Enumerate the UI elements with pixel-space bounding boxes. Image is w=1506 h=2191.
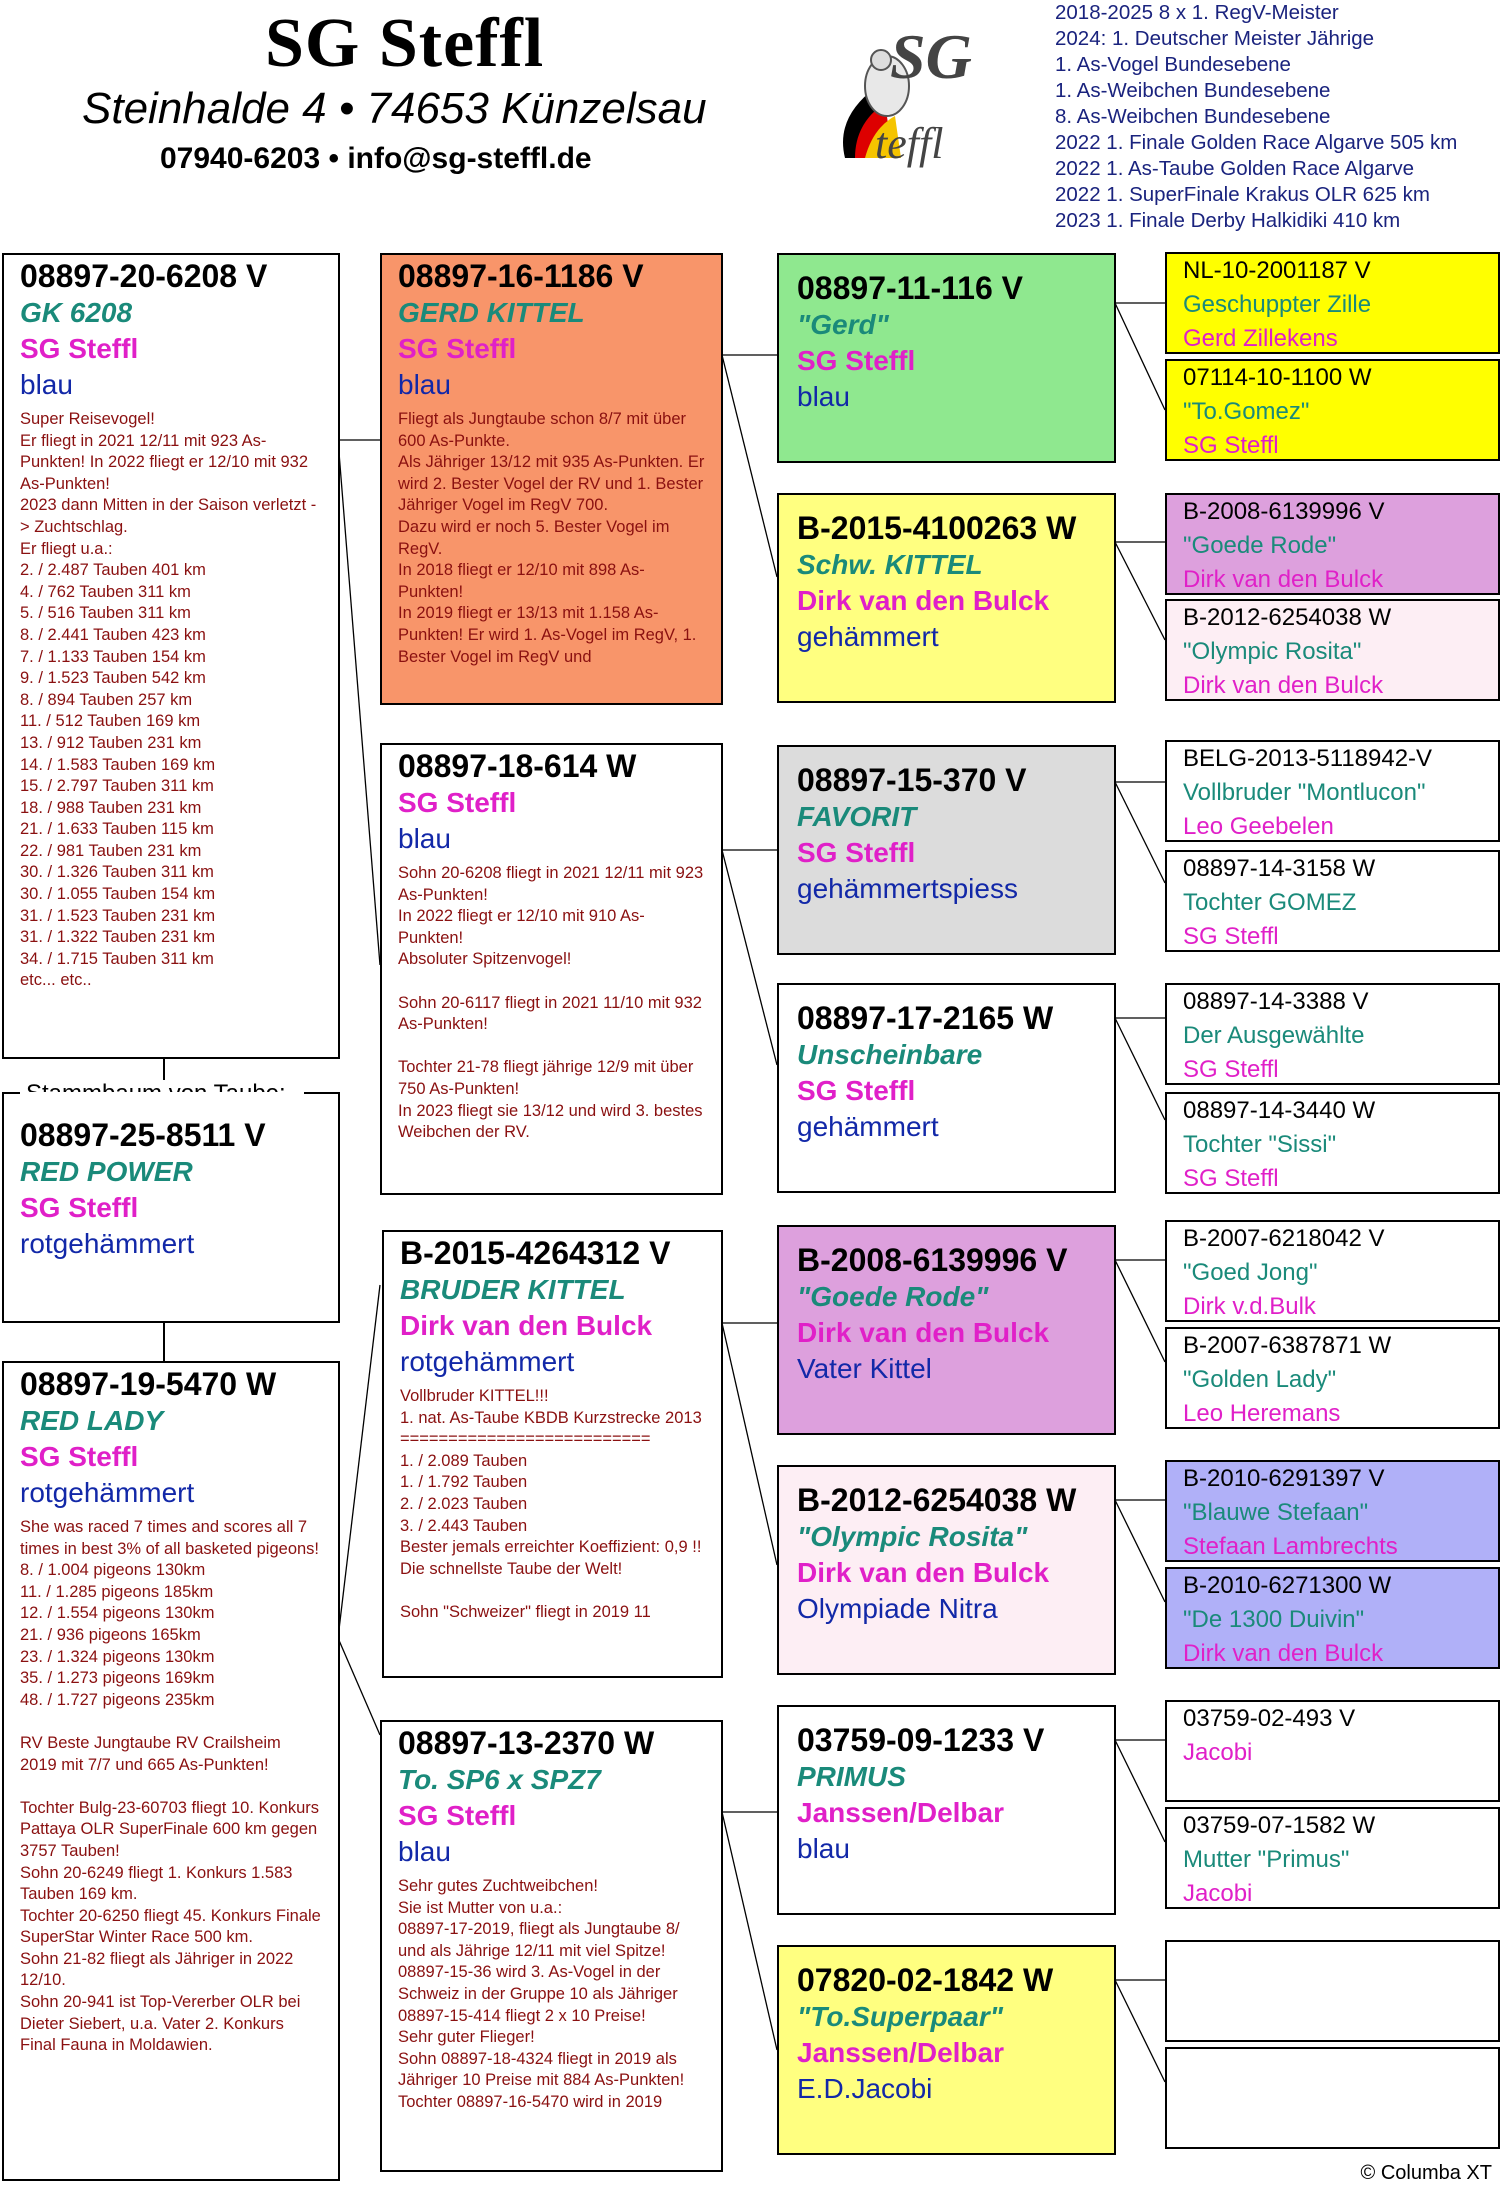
pigeon-name: Mutter "Primus" [1183, 1846, 1350, 1873]
pigeon-name: "Gerd" [797, 309, 889, 340]
granddam-paternal-box [380, 743, 723, 1195]
pigeon-name: Schw. KITTEL [797, 549, 983, 580]
gen4-box-11 [1165, 1460, 1500, 1562]
ring-number: B-2012-6254038 W [1183, 604, 1392, 631]
gen4-box-7 [1165, 983, 1500, 1085]
breeder: SG Steffl [20, 1192, 139, 1223]
gen3-box-1 [777, 253, 1116, 463]
breeder: SG Steffl [20, 1441, 139, 1472]
feather-color: Olympiade Nitra [797, 1593, 998, 1624]
ring-number: B-2010-6291397 V [1183, 1465, 1385, 1492]
breeder-contact: 07940-6203 • info@sg-steffl.de [160, 142, 592, 175]
breeder: Dirk van den Bulck [797, 585, 1050, 616]
pigeon-name: "Blauwe Stefaan" [1183, 1499, 1369, 1526]
pigeon-name: FAVORIT [797, 801, 917, 832]
breeder: Dirk van den Bulck [1183, 1640, 1384, 1667]
feather-color: blau [398, 823, 451, 854]
ring-number: 08897-20-6208 V [20, 258, 268, 294]
gen3-box-8 [777, 1945, 1116, 2155]
pigeon-name: PRIMUS [797, 1761, 906, 1792]
breeder: SG Steffl [398, 787, 517, 818]
achievement-item: 8. As-Weibchen Bundesebene [1055, 105, 1331, 128]
sire-box [2, 253, 340, 1059]
feather-color: rotgehämmert [400, 1346, 575, 1377]
ring-number: 08897-18-614 W [398, 748, 637, 784]
ring-number: B-2008-6139996 V [797, 1242, 1068, 1278]
achievement-item: 2023 1. Finale Derby Halkidiki 410 km [1055, 209, 1401, 232]
gen4-box-15 [1165, 1940, 1500, 2042]
granddam-maternal-box [380, 1720, 723, 2172]
pigeon-name: BRUDER KITTEL [400, 1274, 626, 1305]
grandsire-paternal-box [380, 253, 723, 705]
ring-number: 08897-16-1186 V [398, 258, 644, 294]
breeder: Jacobi [1183, 1880, 1253, 1907]
breeder: Gerd Zillekens [1183, 325, 1338, 352]
breeder: SG Steffl [1183, 1056, 1279, 1083]
ring-number: 08897-15-370 V [797, 762, 1027, 798]
breeder: SG Steffl [797, 837, 916, 868]
gen4-box-9 [1165, 1220, 1500, 1322]
achievement-item: 2024: 1. Deutscher Meister Jährige [1055, 27, 1375, 50]
gen3-box-3 [777, 745, 1116, 955]
achievement-item: 1. As-Weibchen Bundesebene [1055, 79, 1331, 102]
ring-number: 08897-19-5470 W [20, 1366, 277, 1402]
achievement-item: 1. As-Vogel Bundesebene [1055, 53, 1291, 76]
feather-color: gehämmert [797, 621, 939, 652]
pigeon-name: Tochter GOMEZ [1183, 889, 1357, 916]
pigeon-name: GK 6208 [20, 297, 133, 328]
breeder: SG Steffl [1183, 923, 1279, 950]
feather-color: blau [797, 381, 850, 412]
pigeon-name: "Goede Rode" [797, 1281, 989, 1312]
ring-number: 08897-25-8511 V [20, 1117, 266, 1153]
ring-number: B-2007-6218042 V [1183, 1225, 1385, 1252]
ring-number: 08897-14-3440 W [1183, 1097, 1376, 1124]
subject-box [2, 1092, 340, 1323]
gen3-box-7 [777, 1705, 1116, 1915]
gen3-box-5 [777, 1225, 1116, 1435]
ring-number: B-2007-6387871 W [1183, 1332, 1392, 1359]
achievement-item: 2022 1. Finale Golden Race Algarve 505 km [1055, 131, 1458, 154]
breeder: Janssen/Delbar [797, 1797, 1004, 1828]
breeder: Dirk van den Bulck [1183, 672, 1384, 699]
feather-color: blau [797, 1833, 850, 1864]
feather-color: E.D.Jacobi [797, 2073, 933, 2104]
breeder: Leo Geebelen [1183, 813, 1334, 840]
pigeon-name: "Goede Rode" [1183, 532, 1337, 559]
pigeon-name: Vollbruder "Montlucon" [1183, 779, 1426, 806]
breeder: Dirk van den Bulck [797, 1317, 1050, 1348]
breeder: SG Steffl [20, 333, 139, 364]
gen4-box-1 [1165, 252, 1500, 354]
pigeon-name: "Olympic Rosita" [797, 1521, 1028, 1552]
pigeon-name: "To.Gomez" [1183, 398, 1310, 425]
breeder-name-title: SG Steffl [265, 5, 545, 82]
ring-number: 08897-14-3158 W [1183, 855, 1376, 882]
achievement-item: 2022 1. SuperFinale Krakus OLR 625 km [1055, 183, 1430, 206]
ring-number: B-2015-4100263 W [797, 510, 1077, 546]
gen4-box-10 [1165, 1327, 1500, 1429]
feather-color: rotgehämmert [20, 1228, 195, 1259]
feather-color: gehämmert [797, 1111, 939, 1142]
gen4-box-4 [1165, 599, 1500, 701]
ring-number: 03759-02-493 V [1183, 1705, 1356, 1732]
pigeon-name: "Golden Lady" [1183, 1366, 1337, 1393]
ring-number: B-2008-6139996 V [1183, 498, 1385, 525]
ring-number: 08897-17-2165 W [797, 1000, 1054, 1036]
ring-number: B-2012-6254038 W [797, 1482, 1077, 1518]
gen4-box-3 [1165, 493, 1500, 595]
feather-color: rotgehämmert [20, 1477, 195, 1508]
gen4-box-6 [1165, 850, 1500, 952]
gen4-box-2 [1165, 359, 1500, 461]
pigeon-name: Unscheinbare [797, 1039, 983, 1070]
gen3-box-2 [777, 493, 1116, 703]
pigeon-name: "To.Superpaar" [797, 2001, 1003, 2032]
pigeon-name: Der Ausgewählte [1183, 1022, 1365, 1049]
ring-number: B-2015-4264312 V [400, 1235, 671, 1271]
breeder: Jacobi [1183, 1739, 1253, 1766]
gen4-box-8 [1165, 1092, 1500, 1194]
ring-number: 07114-10-1100 W [1183, 364, 1372, 391]
pigeon-name: "Olympic Rosita" [1183, 638, 1362, 665]
breeder: SG Steffl [398, 1800, 517, 1831]
achievement-item: 2022 1. As-Taube Golden Race Algarve [1055, 157, 1414, 180]
gen4-box-14 [1165, 1807, 1500, 1909]
breeder: Leo Heremans [1183, 1400, 1341, 1427]
breeder: SG Steffl [1183, 1165, 1279, 1192]
ring-number: B-2010-6271300 W [1183, 1572, 1392, 1599]
pigeon-name: RED LADY [20, 1405, 164, 1436]
breeder: Janssen/Delbar [797, 2037, 1004, 2068]
pigeon-name: RED POWER [20, 1156, 193, 1187]
description: Fliegt als Jungtaube schon 8/7 mit über 600 As-Punkte. Als Jähriger 13/12 mit 935 As-Punkten. Er wird 2. Bester Vogel der RV und 1. Bester Jähriger Vogel im RegV 700. Dazu wird er noch 5. Bester Vogel im RegV. In 2018 fliegt er 12/10 mit 898 As-Punkten! In 2019 fliegt er 13/13 mit 1.158 As-Punkten! Er wird 1. As-Vogel im RegV, 1. Bester Vogel im RegV und [398, 410, 705, 666]
ring-number: 03759-07-1582 W [1183, 1812, 1376, 1839]
breeder: Dirk van den Bulck [1183, 566, 1384, 593]
feather-color: blau [398, 369, 451, 400]
breeder: Dirk van den Bulck [797, 1557, 1050, 1588]
achievement-item: 2018-2025 8 x 1. RegV-Meister [1055, 1, 1339, 24]
description: Vollbruder KITTEL!!! 1. nat. As-Taube KBDB Kurzstrecke 2013 ========================== 1. / 2.089 Tauben 1. / 1.792 Tauben 2. / 2.023 Tauben 3. / 2.443 Tauben Bester jemals erreichter Koeffizient: 0,9 !! Die schnellste Taube der Welt! Sohn "Schweizer" fliegt in 2019 11 [400, 1387, 702, 1621]
feather-color: blau [20, 369, 73, 400]
gen4-box-13 [1165, 1700, 1500, 1802]
gen3-box-4 [777, 983, 1116, 1193]
svg-text:teffl: teffl [875, 119, 944, 168]
breeder: Dirk van den Bulck [400, 1310, 653, 1341]
breeder-address: Steinhalde 4 • 74653 Künzelsau [82, 84, 707, 133]
ring-number: NL-10-2001187 V [1183, 257, 1371, 284]
breeder: SG Steffl [797, 1075, 916, 1106]
breeder: Stefaan Lambrechts [1183, 1533, 1398, 1560]
pigeon-name: "Goed Jong" [1183, 1259, 1318, 1286]
gen4-box-5 [1165, 740, 1500, 842]
pigeon-name: Tochter "Sissi" [1183, 1131, 1337, 1158]
breeder: Dirk v.d.Bulk [1183, 1293, 1316, 1320]
description: Super Reisevogel! Er fliegt in 2021 12/11 mit 923 As-Punkten! In 2022 fliegt er 12/10 mit 932 As-Punkten! 2023 dann Mitten in der Saison verletzt -> Zuchtschlag. Er fliegt u.a.: 2. / 2.487 Tauben 401 km 4. / 762 Tauben 311 km 5. / 516 Tauben 311 km 8. / 2.441 Tauben 423 km 7. / 1.133 Tauben 154 km 9. / 1.523 Tauben 542 km 8. / 894 Tauben 257 km 11. / 512 Tauben 169 km 13. / 912 Tauben 231 km 14. / 1.583 Tauben 169 km 15. / 2.797 Tauben 311 km 18. / 988 Tauben 231 km 21. / 1.633 Tauben 115 km 22. / 981 Tauben 231 km 30. / 1.326 Tauben 311 km 30. / 1.055 Tauben 154 km 31. / 1.523 Tauben 231 km 31. / 1.322 Tauben 231 km 34. / 1.715 Tauben 311 km etc... etc.. [20, 410, 317, 990]
ring-number: 07820-02-1842 W [797, 1962, 1054, 1998]
svg-text:SG: SG [890, 21, 972, 92]
breeder: SG Steffl [797, 345, 916, 376]
gen4-box-16 [1165, 2047, 1500, 2149]
description: She was raced 7 times and scores all 7 times in best 3% of all basketed pigeons! 8. / 1.004 pigeons 130km 11. / 1.285 pigeons 185km 12. / 1.554 pigeons 130km 21. / 936 pigeons 165km 23. / 1.324 pigeons 130km 35. / 1.273 pigeons 169km 48. / 1.727 pigeons 235km RV Beste Jungtaube RV Crailsheim 2019 mit 7/7 und 665 As-Punkten! Tochter Bulg-23-60703 fliegt 10. Konkurs Pattaya OLR SuperFinale 600 km gegen 3757 Tauben! Sohn 20-6249 fliegt 1. Konkurs 1.583 Tauben 169 km. Tochter 20-6250 fliegt 45. Konkurs Finale SuperStar Winter Race 500 km. Sohn 21-82 fliegt als Jähriger in 2022 12/10. Sohn 20-941 ist Top-Vererber OLR bei Dieter Siebert, u.a. Vater 2. Konkurs Final Fauna in Moldawien. [20, 1518, 321, 2055]
dam-box [2, 1361, 340, 2181]
ring-number: BELG-2013-5118942-V [1183, 745, 1433, 772]
breeder: SG Steffl [1183, 432, 1279, 459]
pigeon-name: Geschuppter Zille [1183, 291, 1372, 318]
description: Sehr gutes Zuchtweibchen! Sie ist Mutter von u.a.: 08897-17-2019, fliegt als Jungtaube 8/ und als Jährige 12/11 mit viel Spitze! 08897-15-36 wird 3. As-Vogel in der Schweiz in der Gruppe 10 als Jähriger 08897-15-414 fliegt 2 x 10 Preise! Sehr guter Flieger! Sohn 08897-18-4324 fliegt in 2019 als Jähriger 10 Preise mit 884 As-Punkten! Tochter 08897-16-5470 wird in 2019 [398, 1877, 685, 2111]
ring-number: 03759-09-1233 V [797, 1722, 1045, 1758]
breeder: SG Steffl [398, 333, 517, 364]
feather-color: Vater Kittel [797, 1353, 932, 1384]
pigeon-name: GERD KITTEL [398, 297, 585, 328]
ring-number: 08897-14-3388 V [1183, 988, 1369, 1015]
ring-number: 08897-11-116 V [797, 270, 1023, 306]
grandsire-maternal-box [382, 1230, 723, 1678]
pigeon-name: "De 1300 Duivin" [1183, 1606, 1365, 1633]
gen4-box-12 [1165, 1567, 1500, 1669]
feather-color: gehämmertspiess [797, 873, 1018, 904]
feather-color: blau [398, 1836, 451, 1867]
pigeon-name: To. SP6 x SPZ7 [398, 1764, 601, 1795]
copyright-footer: © Columba XT [1360, 2162, 1492, 2184]
gen3-box-6 [777, 1465, 1116, 1675]
description: Sohn 20-6208 fliegt in 2021 12/11 mit 923 As-Punkten! In 2022 fliegt er 12/10 mit 910 As-Punkten! Absoluter Spitzenvogel! Sohn 20-6117 fliegt in 2021 11/10 mit 932 As-Punkten! Tochter 21-78 fliegt jährige 12/9 mit über 750 As-Punkten! In 2023 fliegt sie 13/12 und wird 3. bestes Weibchen der RV. [398, 864, 704, 1142]
ring-number: 08897-13-2370 W [398, 1725, 655, 1761]
